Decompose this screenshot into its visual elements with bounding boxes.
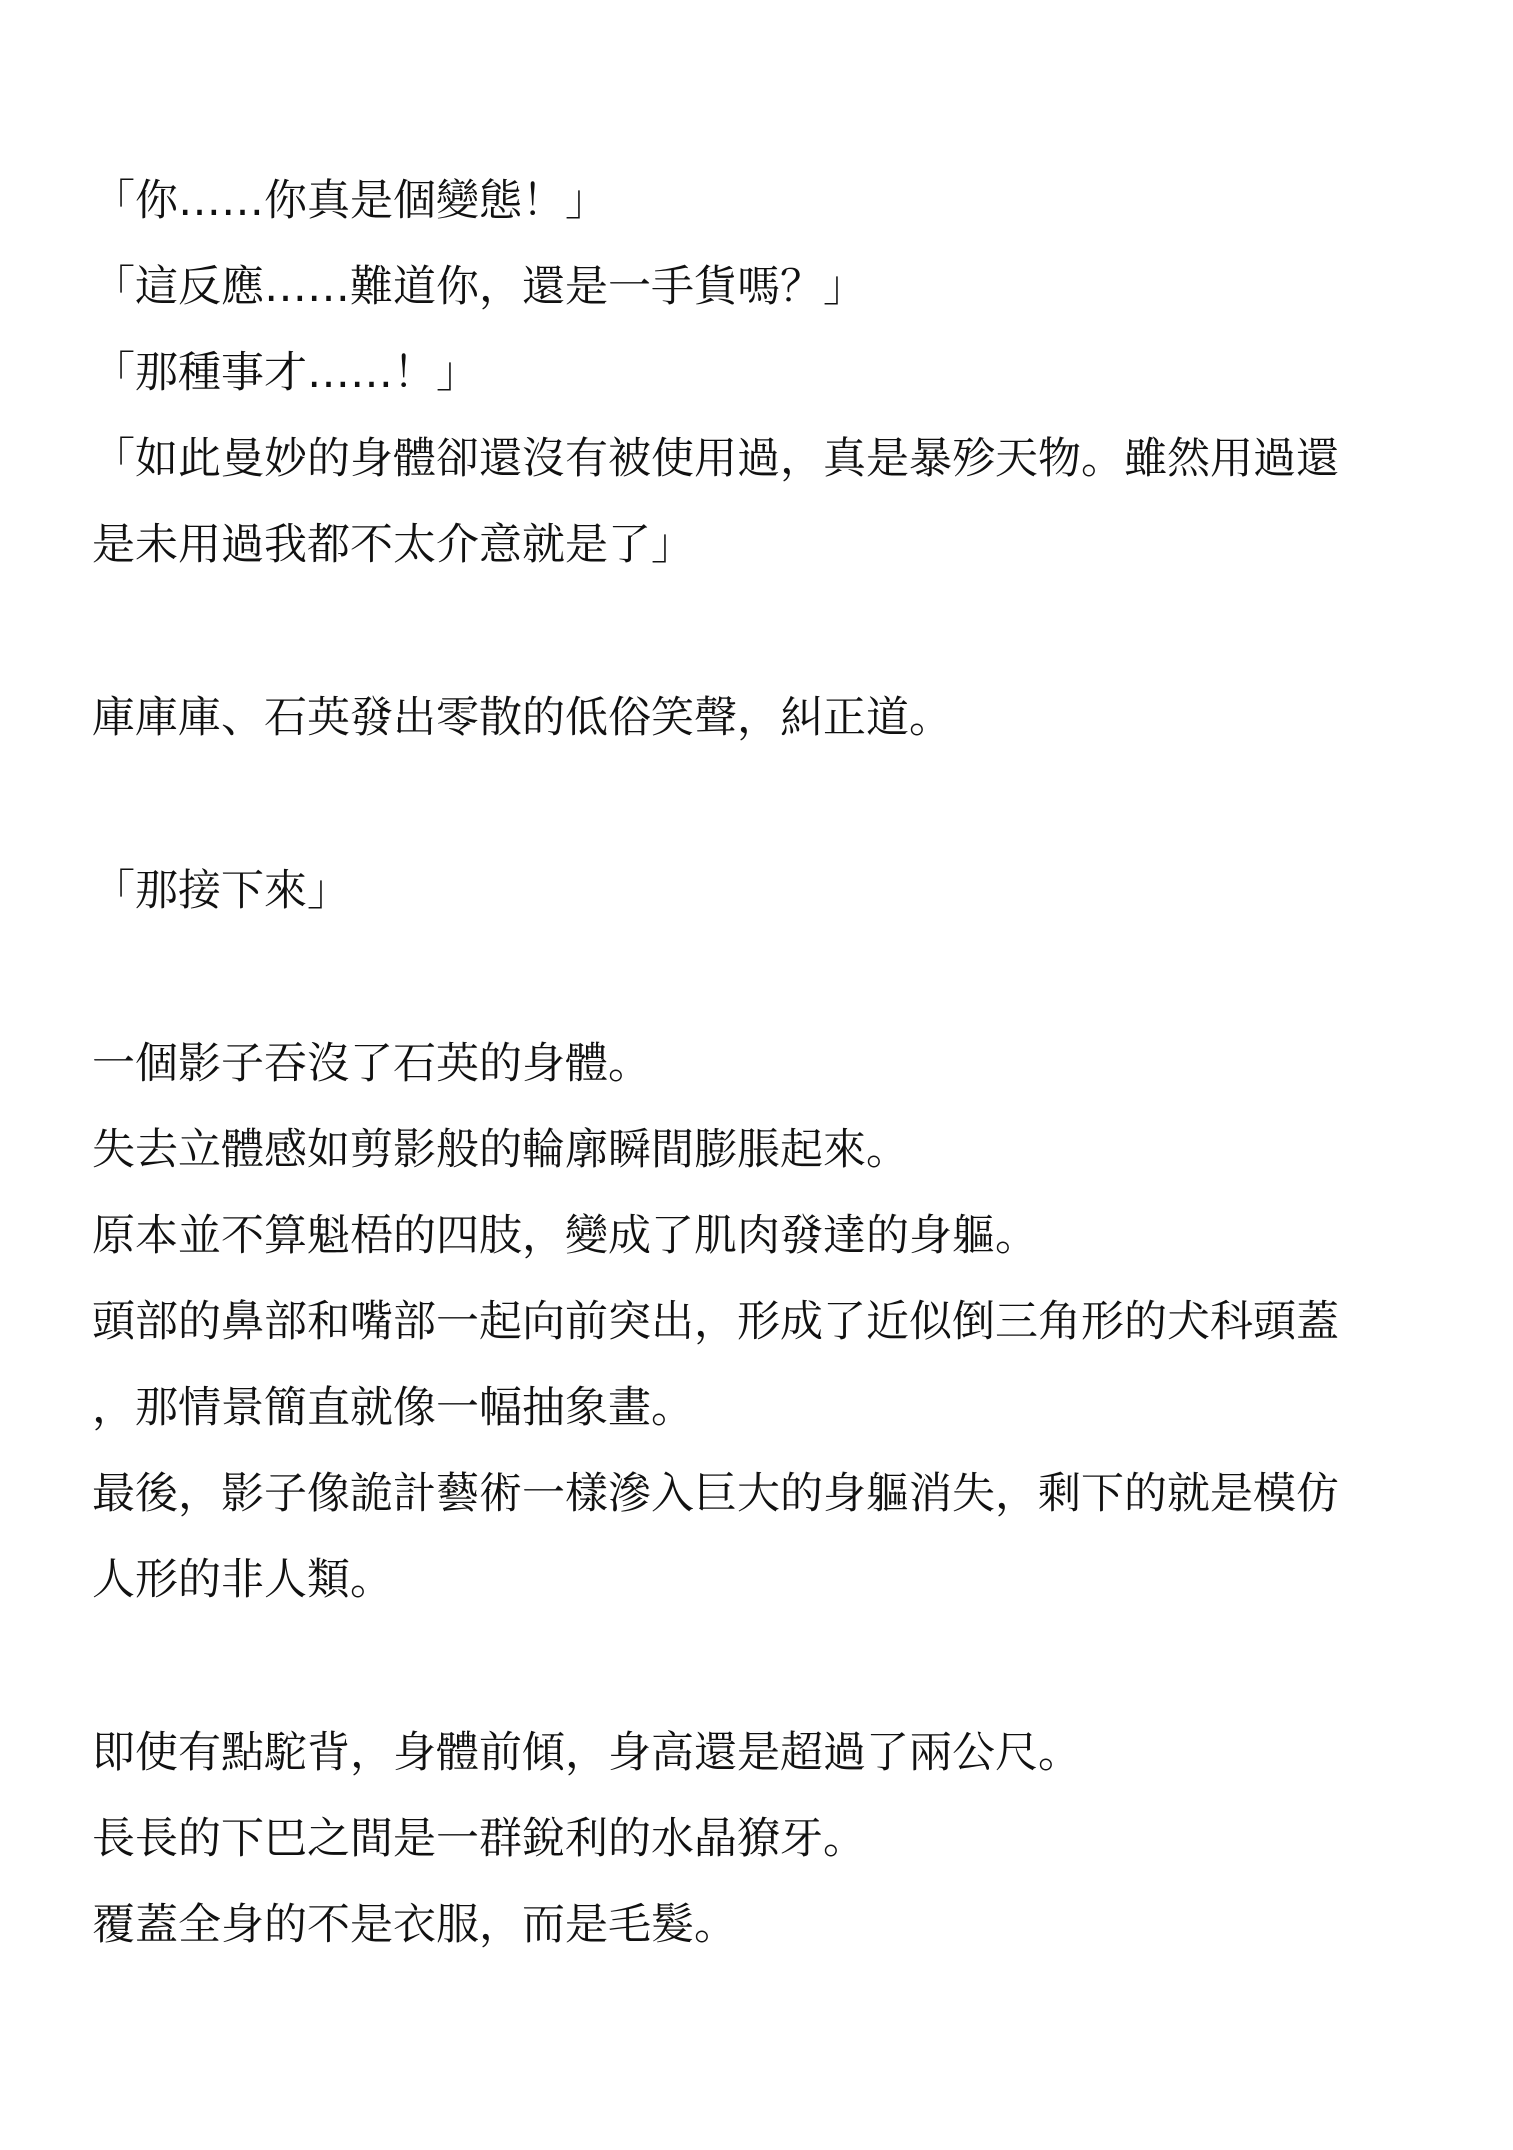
- narration-line: ，那情景簡直就像一幅抽象畫。: [92, 1383, 694, 1433]
- narration-line: 長長的下巴之間是一群銳利的水晶獠牙。: [92, 1814, 866, 1864]
- narration-line: 最後，影子像詭計藝術一樣滲入巨大的身軀消失，剩下的就是模仿: [92, 1469, 1339, 1519]
- narration-line: 即使有點駝背，身體前傾，身高還是超過了兩公尺。: [92, 1728, 1081, 1778]
- dialogue-line: 是未用過我都不太介意就是了」: [92, 520, 694, 570]
- narration-line: 原本並不算魁梧的四肢，變成了肌肉發達的身軀。: [92, 1211, 1038, 1261]
- narration-line: 庫庫庫、石英發出零散的低俗笑聲，糾正道。: [92, 693, 952, 743]
- narration-line: 頭部的鼻部和嘴部一起向前突出，形成了近似倒三角形的犬科頭蓋: [92, 1297, 1339, 1347]
- dialogue-line: 「那接下來」: [92, 866, 350, 916]
- narration-line: 人形的非人類。: [92, 1555, 393, 1605]
- dialogue-line: 「這反應……難道你，還是一手貨嗎？」: [92, 262, 866, 312]
- narration-line: 一個影子吞沒了石英的身體。: [92, 1039, 651, 1089]
- narration-line: 失去立體感如剪影般的輪廓瞬間膨脹起來。: [92, 1125, 909, 1175]
- narration-line: 覆蓋全身的不是衣服，而是毛髮。: [92, 1900, 737, 1950]
- dialogue-line: 「如此曼妙的身體卻還沒有被使用過，真是暴殄天物。雖然用過還: [92, 434, 1339, 484]
- dialogue-line: 「那種事才……！」: [92, 348, 479, 398]
- dialogue-line: 「你……你真是個變態！」: [92, 176, 608, 226]
